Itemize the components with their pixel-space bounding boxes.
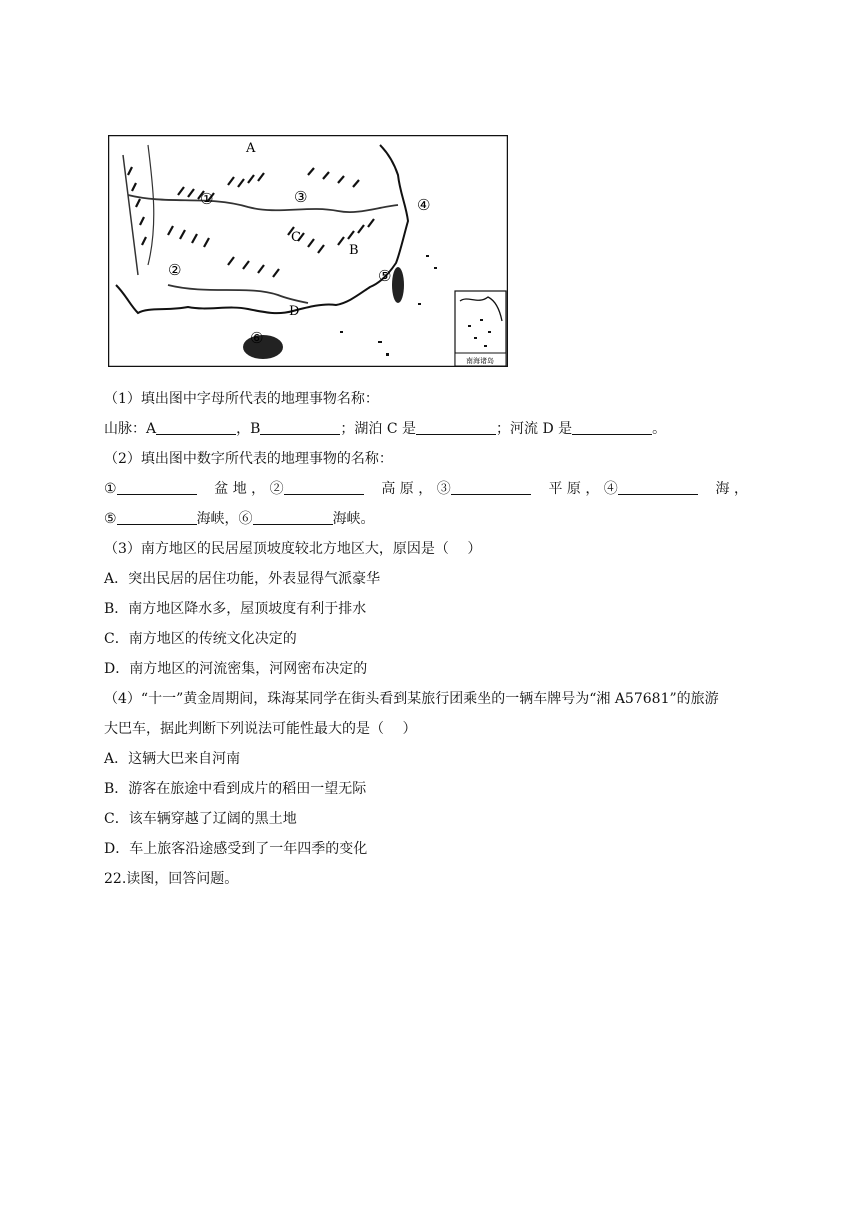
- question-text: [104, 384, 748, 894]
- q1-p2: ，B: [236, 421, 261, 437]
- blank-5[interactable]: [117, 510, 197, 525]
- label-5: ⑤: [378, 267, 392, 285]
- q3-option-b[interactable]: B．南方地区降水多，屋顶坡度有利于排水: [104, 601, 367, 617]
- blank-4[interactable]: [618, 480, 698, 495]
- q2-r2-2: 海峡。: [332, 511, 375, 527]
- q3-option-a[interactable]: A．突出民居的居住功能，外表显得气派豪华: [104, 571, 381, 587]
- blank-6[interactable]: [253, 510, 333, 525]
- q1-prompt: （1）填出图中字母所代表的地理事物名称：: [104, 391, 379, 407]
- q1-p3: ；湖泊 C 是: [340, 421, 417, 437]
- q2-prompt: （2）填出图中数字所代表的地理事物的名称：: [104, 451, 393, 467]
- q22-heading: 22.读图，回答问题。: [104, 871, 239, 887]
- inset-map: [455, 291, 506, 366]
- blank-1[interactable]: [117, 480, 197, 495]
- blank-D[interactable]: [572, 420, 652, 435]
- label-A: A: [246, 141, 256, 156]
- label-4: ④: [417, 196, 431, 214]
- q1-p4: ；河流 D 是: [496, 421, 573, 437]
- label-C: C: [291, 230, 301, 245]
- label-1: ①: [200, 190, 214, 208]
- q4-prompt-line2: 大巴车，据此判断下列说法可能性最大的是（ ）: [104, 721, 417, 737]
- blank-A[interactable]: [156, 420, 236, 435]
- q2-r1-4: 海 ，: [715, 481, 748, 497]
- q2-row2: [104, 504, 748, 534]
- taiwan-island: [392, 267, 404, 303]
- label-D: D: [289, 304, 300, 319]
- blank-3[interactable]: [451, 480, 531, 495]
- q3-option-c[interactable]: C．南方地区的传统文化决定的: [104, 631, 297, 647]
- south-china-map: [108, 135, 508, 367]
- label-B: B: [349, 243, 359, 258]
- q2-r1-0: ①: [104, 481, 117, 497]
- q2-r2-1: 海峡，⑥: [196, 511, 253, 527]
- q4-option-b[interactable]: B．游客在旅途中看到成片的稻田一望无际: [104, 781, 367, 797]
- q4-option-d[interactable]: D．车上旅客沿途感受到了一年四季的变化: [104, 841, 368, 857]
- inset-label: 南海诸岛: [466, 357, 494, 365]
- label-2: ②: [168, 261, 182, 279]
- q1-p1: 山脉：A: [104, 421, 157, 437]
- q2-row1: [104, 474, 748, 504]
- q4-prompt-line1: （4）“十一”黄金周期间，珠海某同学在街头看到某旅行团乘坐的一辆车牌号为“湘 A57681”的旅游: [104, 691, 719, 707]
- blank-2[interactable]: [284, 480, 364, 495]
- map-svg: [108, 135, 508, 367]
- blank-C[interactable]: [416, 420, 496, 435]
- q1-p5: 。: [652, 421, 667, 437]
- q2-r1-1: 盆 地 ， ②: [214, 481, 284, 497]
- q2-r2-0: ⑤: [104, 511, 117, 527]
- q4-option-c[interactable]: C．该车辆穿越了辽阔的黑土地: [104, 811, 297, 827]
- map-border: [109, 136, 508, 367]
- q1-answers: [104, 414, 748, 444]
- q3-option-d[interactable]: D．南方地区的河流密集，河网密布决定的: [104, 661, 368, 677]
- label-3: ③: [294, 188, 308, 206]
- q2-r1-2: 高 原 ， ③: [381, 481, 451, 497]
- q4-option-a[interactable]: A．这辆大巴来自河南: [104, 751, 241, 767]
- q2-r1-3: 平 原 ， ④: [548, 481, 618, 497]
- blank-B[interactable]: [260, 420, 340, 435]
- q3-prompt: （3）南方地区的民居屋顶坡度较北方地区大，原因是（ ）: [104, 541, 482, 557]
- label-6: ⑥: [250, 329, 264, 347]
